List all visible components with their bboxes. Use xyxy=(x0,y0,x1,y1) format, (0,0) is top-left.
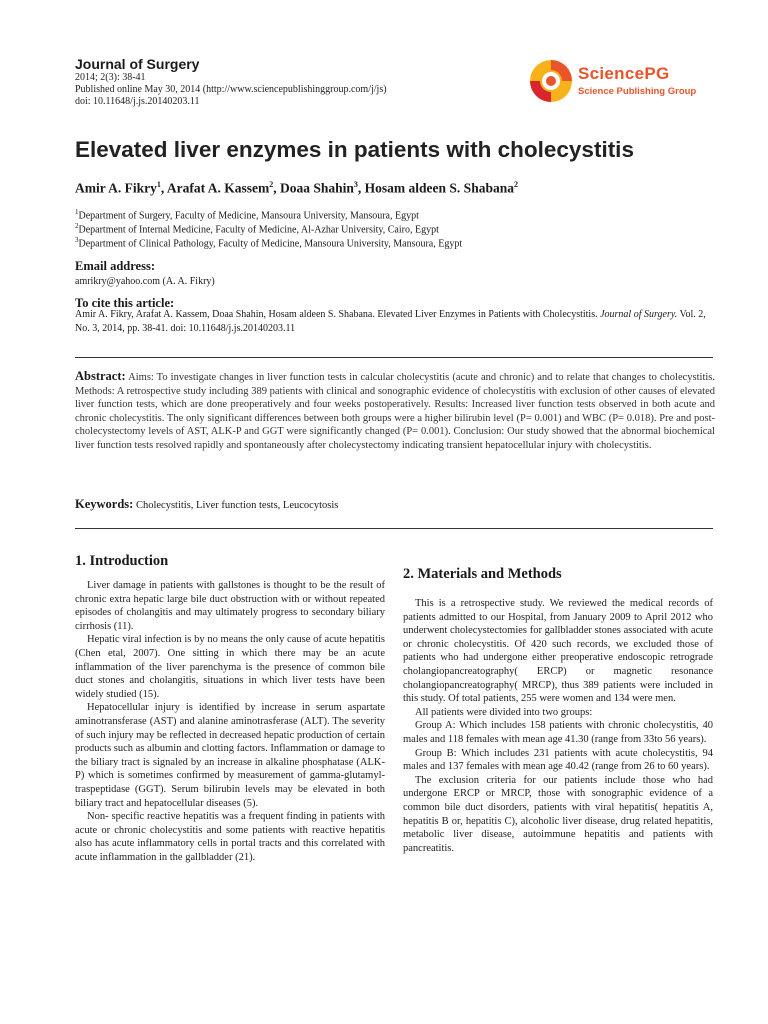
email-heading: Email address: xyxy=(75,259,155,273)
paragraph: Hepatic viral infection is by no means the only cause of acute hepatitis (Chen etal, 2007). One sitting in which there may be an acute inflammation of the liver parenchyma is the presence of common bile duct stones and cholangitis, situations in which liver tests have been widely studied (15). xyxy=(75,634,385,700)
abstract-text: Aims: To investigate changes in liver function tests in calcular cholecystitis (acute and chronic) and to relate that changes to cholecystitis. Methods: A retrospective study including 389 patients with clinical and sonographic evidence of cholecystitis with exclusion of other causes of elevated liver function tests, which are done preoperatively and four weeks postoperatively. Results: Increased liver function tests observed in both acute and chronic cholecystitis. The only significant differences between both groups were a higher bilirubin level (P= 0.001) and WBC (P= 0.018). Pre and post-cholecystectomy levels of AST, ALK-P and GGT were significantly changed (P= 0.001). Conclusion: Our study showed that the abnormal biochemical liver function tests resolved rapidly and spontaneously after cholecystectomy indicating transient hepatocellular injury with cholecystitis. xyxy=(75,372,715,451)
published-line: Published online May 30, 2014 (http://www.sciencepublishinggroup.com/j/js) xyxy=(75,84,387,95)
author-list xyxy=(75,180,518,197)
author-name: Hosam aldeen S. Shabana xyxy=(364,180,514,196)
methods-body xyxy=(403,597,713,855)
divider xyxy=(75,357,713,358)
paragraph: All patients were divided into two groups: xyxy=(415,706,593,718)
introduction-body xyxy=(75,579,385,864)
keywords-heading: Keywords: xyxy=(75,497,134,511)
affiliation xyxy=(75,208,419,221)
author-name: Doaa Shahin xyxy=(280,180,354,196)
paper-title: Elevated liver enzymes in patients with cholecystitis xyxy=(75,137,634,162)
email-address-link[interactable]: amrikry@yahoo.com (A. A. Fikry) xyxy=(75,276,215,287)
author-affiliation-mark: 2 xyxy=(513,180,518,189)
citation-tail: Vol. 2, No. 3, 2014, pp. 38-41. doi: 10.11648/j.js.20140203.11 xyxy=(75,309,706,334)
publisher-logo xyxy=(528,58,698,106)
logo-swirl-icon xyxy=(528,58,574,104)
affiliation-text: Department of Clinical Pathology, Faculty of Medicine, Mansoura University, Mansoura, Egypt xyxy=(78,238,463,250)
author-affiliation-mark: 1 xyxy=(156,180,161,189)
citation-main: Amir A. Fikry, Arafat A. Kassem, Doaa Shahin, Hosam aldeen S. Shabana. Elevated Liver Enzymes in Patients with Cholecystitis. xyxy=(75,309,601,320)
journal-title: Journal of Surgery xyxy=(75,56,200,72)
affiliation-number: 2 xyxy=(75,222,79,230)
paragraph: Group B: Which includes 231 patients with acute cholecystitis, 94 males and 137 females with mean age 40.42 (range from 26 to 60 years). xyxy=(403,747,713,773)
paragraph: Hepatocellular injury is identified by increase in serum aspartate aminotransferase (AST) and alanine aminotrasferase (ALT). The severity of such injury may be reflected in decreased hepatic production of certain products such as albumin and clotting factors. Inflammation or damage to the biliary tract is signaled by an increase in alkaline phosphatase (ALK-P) which is sometimes confirmed by measurement of gamma-glutamyl-traspeptidase (GGT). Serum bilirubin levels may be elevated in both biliary tract and hepatocellular diseases (5). xyxy=(75,702,385,809)
affiliation-text: Department of Internal Medicine, Faculty of Medicine, Al-Azhar University, Cairo, Egypt xyxy=(78,224,439,236)
section-heading-methods: 2. Materials and Methods xyxy=(403,566,562,582)
paragraph: The exclusion criteria for our patients include those who had undergone ERCP or MRCP, those with sonographic evidence of a common bile duct disorders, patients with viral hepatitis( hepatitis A, hepatitis B or, hepatitis C), alcoholic liver disease, drug related hepatitis, metabolic liver disease, autoimmune hepatitis and patients with pancreatitis. xyxy=(403,774,713,854)
citation-text xyxy=(75,308,715,336)
affiliation-number: 3 xyxy=(75,236,79,244)
author-separator: , xyxy=(357,180,365,196)
author-name: Amir A. Fikry xyxy=(75,180,157,196)
affiliation-text: Department of Surgery, Faculty of Medicine, Mansoura University, Mansoura, Egypt xyxy=(78,210,419,222)
author-affiliation-mark: 2 xyxy=(269,180,274,189)
keywords xyxy=(75,497,715,512)
citation-journal: Journal of Surgery. xyxy=(600,309,678,320)
keywords-text: Cholecystitis, Liver function tests, Leucocytosis xyxy=(135,500,339,511)
affiliation-number: 1 xyxy=(75,208,79,216)
divider xyxy=(75,528,713,529)
paragraph: Non- specific reactive hepatitis was a frequent finding in patients with acute or chronic cholecystitis and some patients with reactive hepatitis also has acute inflammatory cells in portal tracts and this correlated with acute inflammation in the gallbladder (21). xyxy=(75,811,385,863)
author-separator: , xyxy=(273,180,280,196)
logo-tagline: Science Publishing Group xyxy=(578,86,697,97)
affiliation xyxy=(75,222,439,235)
section-heading-introduction: 1. Introduction xyxy=(75,553,169,569)
cite-heading: To cite this article: xyxy=(75,296,175,310)
doi-line: doi: 10.11648/j.js.20140203.11 xyxy=(75,96,200,107)
paragraph: Liver damage in patients with gallstones is thought to be the result of chronic extra hepatic large bile duct obstruction with or without repeated episodes of cholangitis and may ultimately progress to secondary biliary cirrhosis (11). xyxy=(75,580,385,632)
author-name: Arafat A. Kassem xyxy=(166,180,270,196)
author-separator: , xyxy=(160,180,167,196)
author-affiliation-mark: 3 xyxy=(353,180,358,189)
paragraph: Group A: Which includes 158 patients with chronic cholecystitis, 40 males and 118 females with mean age 41.30 (range from 33to 56 years). xyxy=(403,720,713,745)
affiliation xyxy=(75,236,462,249)
issue-line: 2014; 2(3): 38-41 xyxy=(75,72,146,83)
abstract-heading: Abstract: xyxy=(75,369,126,383)
abstract xyxy=(75,370,715,453)
logo-name: SciencePG xyxy=(578,64,670,83)
paragraph: This is a retrospective study. We reviewed the medical records of patients admitted to our Hospital, from January 2009 to April 2012 who underwent cholecystectomies for gallbladder stones associated with acute or chronic cholecystitis. Of 420 such records, we excluded those of patients who had undergone either preoperative endoscopic retrograde cholangiopancreatography( ERCP) or magnetic resonance cholangiopancreatography( MRCP), thus 389 patients were included in this study. Of total patients, 255 were women and 134 were men. xyxy=(403,598,713,705)
